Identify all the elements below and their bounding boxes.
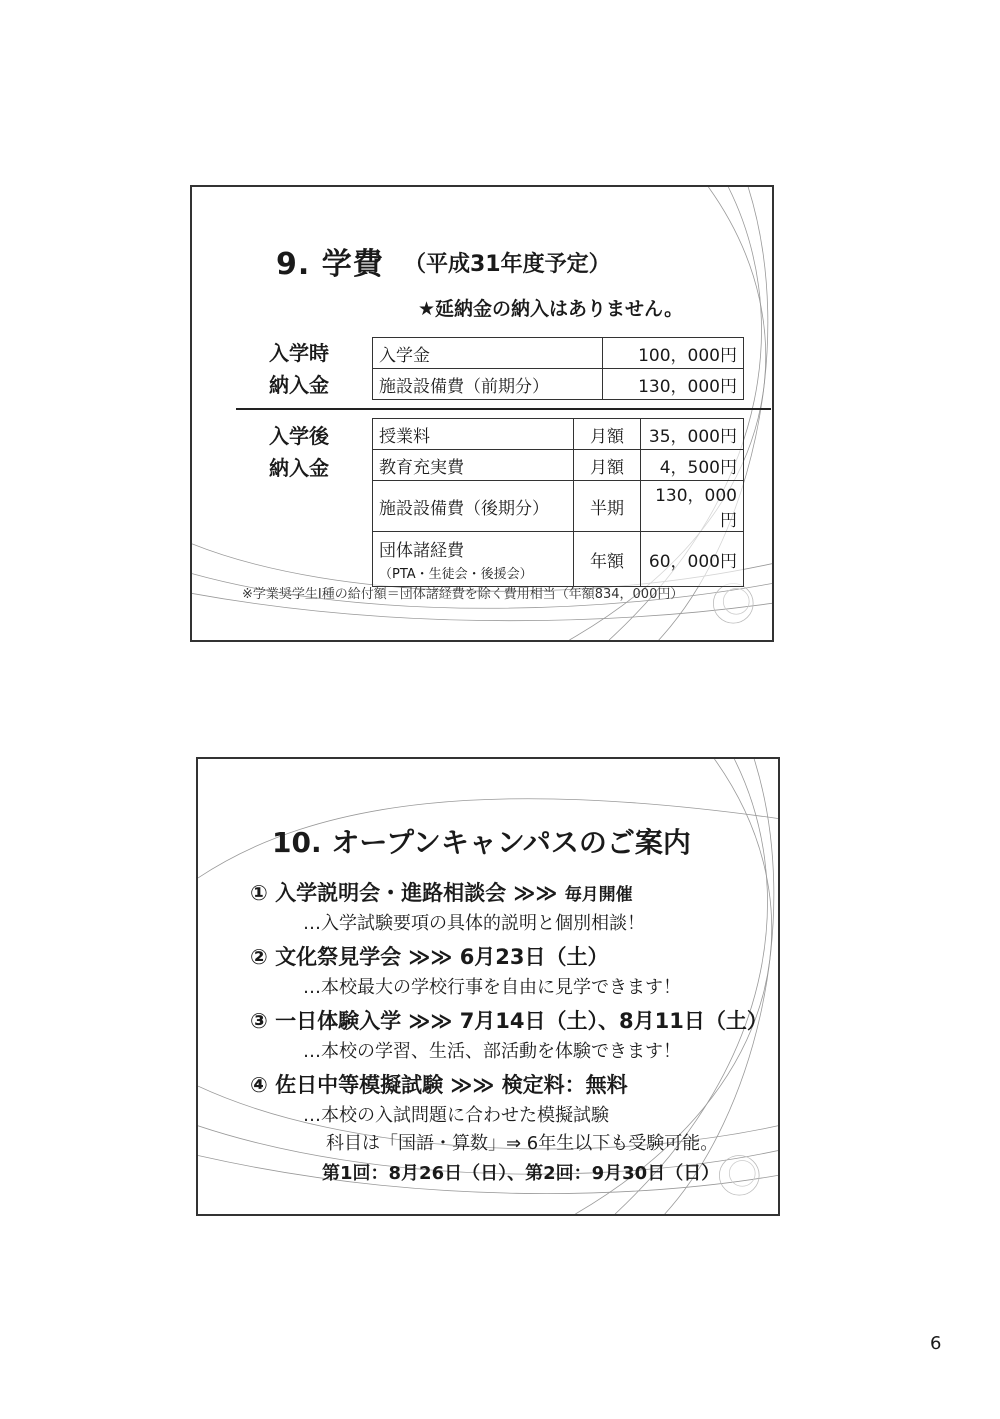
label-line: 納入金 <box>269 456 329 480</box>
slide-title: 10. オープンキャンパスのご案内 <box>272 826 691 859</box>
table-row <box>373 338 744 369</box>
event-description: …入学試験要項の具体的説明と個別相談！ <box>303 913 645 934</box>
fee-amount: 130，000円 <box>603 369 744 400</box>
event-description: …本校の入試問題に合わせた模擬試験 <box>303 1105 609 1126</box>
fee-amount: 100，000円 <box>603 338 744 369</box>
event-item-4 <box>250 1069 628 1099</box>
admission-fees-table <box>372 337 744 400</box>
event-title: ③ 一日体験入学 ≫≫ <box>250 1009 453 1033</box>
event-date: 7月14日（土）、8月11日（土） <box>459 1009 768 1033</box>
event-fee: 検定料：無料 <box>501 1073 628 1097</box>
fee-name: 施設設備費（後期分） <box>373 481 574 532</box>
table-row <box>373 419 744 450</box>
fee-amount: 4，500円 <box>641 450 744 481</box>
table-row <box>373 532 744 587</box>
fee-name-cell <box>373 532 574 587</box>
fee-name: 団体諸経費 <box>379 541 464 561</box>
event-title: ② 文化祭見学会 ≫≫ <box>250 945 453 969</box>
event-date: 6月23日（土） <box>459 945 609 969</box>
divider <box>236 408 771 410</box>
event-title: ④ 佐日中等模擬試験 ≫≫ <box>250 1073 495 1097</box>
exam-dates: 第1回：8月26日（日）、第2回：9月30日（日） <box>322 1163 720 1184</box>
event-item-1 <box>250 877 633 907</box>
fee-name: 教育充実費 <box>373 450 574 481</box>
slide-subtitle: （平成31年度予定） <box>404 252 611 277</box>
post-admission-fees-table <box>372 418 744 587</box>
fee-period: 月額 <box>574 419 641 450</box>
fee-amount: 60，000円 <box>641 532 744 587</box>
admission-fees-label <box>254 337 344 401</box>
table-row <box>373 369 744 400</box>
table-row <box>373 450 744 481</box>
page-number: 6 <box>930 1333 942 1354</box>
label-line: 納入金 <box>269 373 329 397</box>
event-description: …本校最大の学校行事を自由に見学できます！ <box>303 977 681 998</box>
slide-title: 9. 学費 <box>276 247 384 282</box>
fee-subnote: （PTA・生徒会・後援会） <box>379 567 533 582</box>
event-description: …本校の学習、生活、部活動を体験できます！ <box>303 1041 681 1062</box>
event-item-3 <box>250 1005 768 1035</box>
scholarship-footnote: ※学業奨学生Ⅰ種の給付額＝団体諸経費を除く費用相当（年額834，000円） <box>242 587 684 602</box>
event-item-2 <box>250 941 609 971</box>
fee-period: 半期 <box>574 481 641 532</box>
fee-period: 年額 <box>574 532 641 587</box>
slide-tuition <box>190 185 774 642</box>
table-row <box>373 481 744 532</box>
fee-period: 月額 <box>574 450 641 481</box>
label-line: 入学後 <box>269 424 329 448</box>
fee-name: 施設設備費（前期分） <box>373 369 603 400</box>
post-admission-fees-label <box>254 420 344 484</box>
deferred-payment-note: ★延納金の納入はありません。 <box>418 298 684 320</box>
event-title: ① 入学説明会・進路相談会 ≫≫ <box>250 881 558 905</box>
label-line: 入学時 <box>269 341 329 365</box>
fee-amount: 35，000円 <box>641 419 744 450</box>
exam-subjects: 科目は「国語・算数」⇒ 6年生以下も受験可能。 <box>326 1133 719 1154</box>
event-date: 毎月開催 <box>564 885 633 905</box>
fee-amount: 130，000円 <box>641 481 744 532</box>
slide-open-campus <box>196 757 780 1216</box>
fee-name: 授業料 <box>373 419 574 450</box>
fee-name: 入学金 <box>373 338 603 369</box>
